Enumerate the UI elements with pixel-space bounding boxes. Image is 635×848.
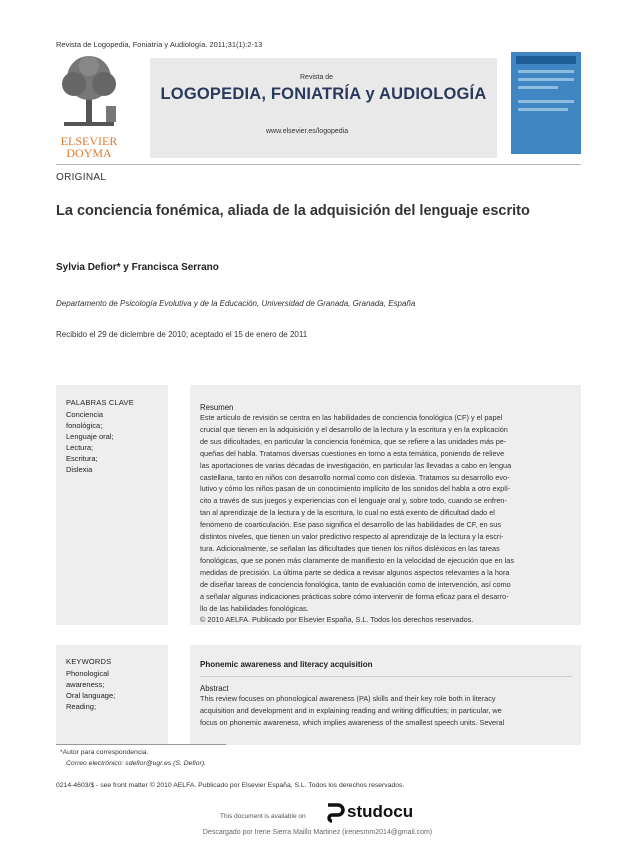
resumen-heading: Resumen xyxy=(200,403,234,412)
journal-name: LOGOPEDIA, FONIATRÍA y AUDIOLOGÍA xyxy=(160,85,487,103)
keyword: Lenguaje oral; xyxy=(66,432,114,441)
journal-citation: Revista de Logopedia, Foniatría y Audiología. 2011;31(1):2-13 xyxy=(56,40,263,49)
header-divider xyxy=(56,164,581,165)
text-line: This review focuses on phonological awareness (PA) skills and their key role both in literacy xyxy=(200,694,496,703)
text-line: llo de las habilidades fonológicas. xyxy=(200,603,309,613)
text-line: las aportaciones de varias décadas de investigación, en particular las llevadas a cabo en lengua xyxy=(200,460,512,470)
downloaded-by: Descargado por Irene Sierra Maillo Martinez (irenesmm2014@gmail.com) xyxy=(202,829,433,836)
keyword: Escritura; xyxy=(66,454,98,463)
text-line: de diseñar tareas de conciencia fonológica, tanto de evaluación como de intervención, así como xyxy=(200,579,511,589)
text-line: distintos niveles, que tienen un valor predictivo respecto al aprendizaje de la lectura y la escri- xyxy=(200,532,504,542)
text-line: a señalar algunas indicaciones prácticas sobre cómo intervenir de forma eficaz para el desarro- xyxy=(200,591,509,601)
resumen-text xyxy=(200,412,582,614)
text-line: tura. Adicionalmente, se señalan las dificultades que tienen los niños disléxicos en las tareas xyxy=(200,543,500,553)
journal-cover-image xyxy=(511,52,581,154)
journal-url[interactable]: www.elsevier.es/logopedia xyxy=(266,128,349,135)
abstract-divider xyxy=(200,676,572,677)
keywords-box-en xyxy=(56,645,168,745)
cover-title-bar xyxy=(516,56,576,64)
keywords-title: PALABRAS CLAVE xyxy=(66,398,134,407)
text-line: fenómeno de coarticulación. Ese paso significa el desarrollo de las habilidades de CF, en sus xyxy=(200,520,501,530)
abstract xyxy=(200,684,582,729)
keyword-en: Phonological xyxy=(66,669,109,678)
author-affiliation: Departamento de Psicología Evolutiva y de la Educación, Universidad de Granada, Granada, España xyxy=(56,299,416,308)
keyword: Conciencia xyxy=(66,410,104,419)
publisher-name: ELSEVIER xyxy=(60,134,118,148)
cover-line xyxy=(518,70,574,73)
text-line: medidas de precisión. La última parte se dedica a revisar algunos aspectos relevantes a la hora xyxy=(200,567,510,577)
studocu-logo-icon xyxy=(324,801,346,823)
keyword-en: Reading; xyxy=(66,702,97,711)
keywords-title-en: KEYWORDS xyxy=(66,657,112,666)
text-line: fonológicas, que se ponen más claramente de manifiesto en la velocidad de ejecución que en las xyxy=(200,555,514,565)
cover-line xyxy=(518,86,558,89)
cover-line xyxy=(518,108,568,111)
received-dates: Recibido el 29 de diciembre de 2010; aceptado el 15 de enero de 2011 xyxy=(56,330,308,339)
copyright: © 2010 AELFA. Publicado por Elsevier España, S.L. Todos los derechos reservados. xyxy=(200,615,474,625)
studocu-brand[interactable]: studocu xyxy=(347,802,414,821)
keyword: fonológica; xyxy=(66,421,103,430)
text-line: acquisition and development and in explaining reading and writing difficulties; in particular, we xyxy=(200,705,502,715)
section-label: ORIGINAL xyxy=(56,172,107,183)
resumen xyxy=(200,403,582,626)
keyword: Dislexia xyxy=(66,465,93,474)
cover-line xyxy=(518,100,574,103)
revista-de: Revista de xyxy=(300,74,334,81)
text-line: lutivo y cómo los niños pasan de un conocimiento implícito de los sonidos del habla a otro explí- xyxy=(200,484,511,494)
keywords-box-es xyxy=(56,385,168,625)
text-line: Este artículo de revisión se centra en las habilidades de conciencia fonológica (CF) y el papel xyxy=(200,413,503,422)
cover-line xyxy=(518,78,574,81)
tree-icon xyxy=(56,52,122,132)
article-authors: Sylvia Defior* y Francisca Serrano xyxy=(56,262,219,273)
publisher-name-2: DOYMA xyxy=(66,146,112,160)
english-title: Phonemic awareness and literacy acquisition xyxy=(200,660,373,669)
abstract-text xyxy=(200,693,582,729)
elsevier-logo xyxy=(56,52,122,160)
text-line: de sus dificultades, en particular la conciencia fonémica, que se refiere a las unidades más pe- xyxy=(200,436,507,446)
text-line: queñas del habla. Tratamos diversas cuestiones en torno a esta temática, poniendo de relieve xyxy=(200,448,505,458)
text-line: cito a través de sus juegos y experiencias con el lenguaje oral y, sobre todo, cuando se enfren- xyxy=(200,496,507,506)
keyword: Lectura; xyxy=(66,443,94,452)
footnote-email: Correo electrónico: sdefior@ugr.es (S. Defior). xyxy=(66,760,206,767)
article-title: La conciencia fonémica, aliada de la adquisición del lenguaje escrito xyxy=(56,203,530,219)
keyword-en: awareness; xyxy=(66,680,105,689)
footnote-divider xyxy=(56,744,226,745)
text-line: castellana, tanto en niños con desarrollo normal como con dislexia. Tratamos su desarrollo evo- xyxy=(200,472,510,482)
abstract-heading: Abstract xyxy=(200,684,229,693)
footnote-corresponding: *Autor para correspondencia. xyxy=(60,749,149,756)
journal-banner xyxy=(150,58,497,158)
studocu-available: This document is available on xyxy=(220,813,306,820)
text-line: focus on phonemic awareness, which implies awareness of the smallest speech units. Several xyxy=(200,717,505,727)
text-line: tan al aprendizaje de la lectura y de la escritura, lo cual no está exento de dificultad dado el xyxy=(200,508,495,518)
front-matter: 0214-4603/$ - see front matter © 2010 AELFA. Publicado por Elsevier España, S.L. Todos los derechos reservados. xyxy=(56,782,405,789)
text-line: crucial que tienen en la adquisición y el desarrollo de la lectura y la escritura y en la explicación xyxy=(200,424,508,434)
keyword-en: Oral language; xyxy=(66,691,116,700)
